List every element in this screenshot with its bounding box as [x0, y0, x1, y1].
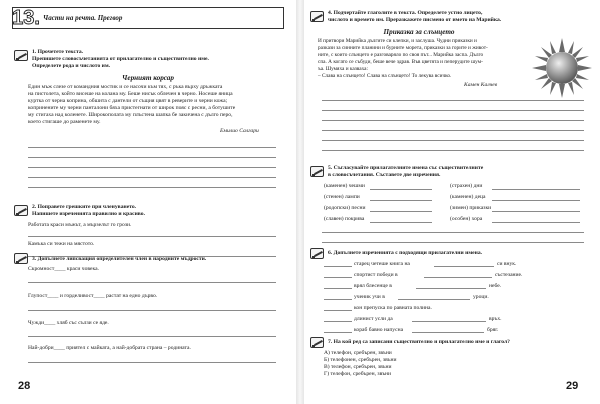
ex1-instr-2: Определете рода и числото им. — [32, 63, 111, 69]
ex1-title: 1. Прочетете текста. — [32, 49, 84, 55]
pencil-icon — [310, 166, 324, 177]
writing-line — [28, 336, 276, 337]
text-line: му стигаха над коленете. Широкополата му плъстена шапка бе закичена с дълго перо, — [28, 112, 233, 118]
text-line: ъа. Шумяха и казваха: — [318, 66, 368, 72]
page-right — [304, 0, 600, 404]
ex6-item-end: бряг. — [487, 327, 499, 333]
text-line: – Слава на слънцето! Слава на слънцето! То лекува всичко. — [318, 73, 452, 79]
pencil-icon — [14, 205, 28, 216]
ex3-sentence-4: Най-добри____ приятел с майката, а най-добрата страна – родината. — [28, 345, 191, 351]
answer-blank — [492, 222, 580, 223]
answer-blank — [370, 189, 432, 190]
ex4-instr: числото и времето им. Преразкажете писмено от името на Марийка. — [328, 17, 502, 23]
ex5-col1-item: (каменен) чешми — [324, 183, 365, 189]
ex5-col2-item: (особен) хора — [450, 216, 483, 222]
ex5-col1-item: (стенен) лампи — [324, 194, 360, 200]
answer-blank — [324, 299, 352, 300]
text-line: на пистолета, който висеше на колана му. Беше нисък облечен в черно. Носеше яница — [28, 91, 233, 97]
ex3-sentence-3: Чужди____ хляб със сълзи се яде. — [28, 320, 109, 326]
ex6-item: кон препуска по равната полина. — [354, 305, 432, 311]
writing-line — [28, 167, 276, 168]
answer-blank — [324, 321, 352, 322]
ex6-item-end: състезание. — [495, 272, 523, 278]
answer-blank — [370, 211, 432, 212]
pencil-icon — [14, 253, 28, 264]
writing-line — [322, 150, 584, 151]
ex6-item-end: връх. — [489, 316, 502, 322]
text-line: което стигаше до раменете му. — [28, 119, 101, 125]
ex7-option-d: Г) телефон, сребърен, звъни — [324, 371, 391, 377]
writing-line — [322, 100, 584, 101]
writing-line — [28, 310, 276, 311]
writing-line — [322, 110, 584, 111]
ex2-sentence-1: Работата краси мъжът, а мързелът го грози. — [28, 222, 132, 228]
ex1-instr-1: Препишете словосъчетанията от прилагателно и съществително име. — [32, 56, 209, 62]
ex2-title: 2. Поправете грешките при членуването. — [32, 204, 137, 210]
ex6-item-end: си внук. — [497, 261, 517, 267]
page-left — [0, 0, 296, 404]
ex5-col2-item: (каменен) деца — [450, 194, 486, 200]
answer-blank — [370, 222, 432, 223]
text-line: разкази за синните планини и бурните морета, приказки за горите и живот- — [318, 45, 488, 51]
answer-blank — [324, 288, 352, 289]
ex6-item: кораб бавно напусна — [354, 327, 404, 333]
answer-blank — [324, 266, 352, 267]
writing-line — [28, 362, 276, 363]
ex6-item: спортист победи в — [354, 272, 398, 278]
pencil-icon — [310, 248, 324, 259]
pencil-icon — [310, 337, 324, 348]
writing-line — [322, 120, 584, 121]
ex6-title: 6. Допълнете изреченията с подходящи прилагателни имена. — [328, 250, 483, 256]
text-line: куртка от черна коприна, обшита с дантели от същия цвят в реверите и черни кожа; — [28, 98, 228, 104]
book-gutter — [296, 0, 304, 404]
answer-blank — [324, 310, 352, 311]
writing-line — [28, 236, 276, 237]
answer-blank — [434, 266, 494, 267]
ex6-item: длинист усли да — [354, 316, 393, 322]
text-line: спа. А когато се събуди, беше вече здрав. Във цветята и пеперудите шум- — [318, 59, 483, 65]
ex1-text-title: Черният корсар — [122, 74, 174, 82]
ex3-sentence-2: Глупост____ и горделивост____ растат на едно дърво. — [28, 293, 158, 299]
answer-blank — [370, 200, 432, 201]
pencil-icon — [14, 50, 28, 61]
ex4-title: 4. Подчертайте глаголите в текста. Определете устно лицето, — [328, 10, 483, 16]
ex7-option-c: В) телефон, сребърен, звъни — [324, 364, 392, 370]
ex7-option-b: Б) телефонен, сребърен, звъни — [324, 357, 397, 363]
ex6-item-end: небе. — [489, 283, 502, 289]
page-number-right: 29 — [566, 380, 579, 392]
ex6-item: старец четеше книга на — [354, 261, 410, 267]
answer-blank — [324, 332, 352, 333]
chapter-title: Части на речта. Прегвор — [43, 14, 123, 22]
answer-blank — [398, 299, 470, 300]
ex5-col1-item: (родопски) песни — [324, 205, 366, 211]
answer-blank — [492, 200, 580, 201]
chapter-banner — [12, 7, 284, 29]
ex2-instr: Напишете изреченията правилно и красиво. — [32, 211, 145, 217]
writing-line — [322, 130, 584, 131]
ex1-author: Емилио Салгари — [220, 128, 259, 134]
ex3-title: 3. Допълнете липсващия определителен член в народните мъдрости. — [32, 256, 207, 262]
answer-blank — [424, 277, 492, 278]
ex5-col2-item: (страхен) дни — [450, 183, 483, 189]
ex3-sentence-1: Скромност____ краси човека. — [28, 266, 100, 272]
ex4-text-title: Приказка за слънцето — [383, 28, 455, 36]
writing-line — [28, 147, 276, 148]
ex5-col1-item: (славен) покрива — [324, 216, 365, 222]
ex2-sentence-2: Камъка си тежи на мястото. — [28, 241, 95, 247]
writing-line — [322, 140, 584, 141]
ex7-option-a: А) телефон, сребърен, звъни — [324, 350, 392, 356]
writing-line — [28, 177, 276, 178]
writing-line — [28, 157, 276, 158]
writing-line — [322, 242, 584, 243]
pencil-icon — [310, 11, 324, 22]
ex6-item: врял блесенце в — [354, 283, 392, 289]
answer-blank — [412, 332, 484, 333]
answer-blank — [492, 211, 580, 212]
ex5-instr: в словосъчетания. Съставете две изречения. — [328, 172, 441, 178]
text-line: ните, с които слънцето е разговаряло по своя път... Марийка заспа. Дълго — [318, 52, 484, 58]
writing-line — [28, 282, 276, 283]
text-line: Един мъж слезе от командния мостик и се насочи към тях, с ръка върху дръжката — [28, 84, 223, 90]
chapter-number: 13. — [12, 7, 40, 29]
sun-illustration — [532, 38, 592, 98]
ex6-item: ученик учи в — [354, 294, 385, 300]
answer-blank — [412, 321, 486, 322]
ex5-title: 5. Съгласувайте прилагателните имена със съществителните — [328, 165, 484, 171]
answer-blank — [416, 288, 486, 289]
writing-line — [28, 187, 276, 188]
answer-blank — [324, 277, 352, 278]
writing-line — [322, 232, 584, 233]
answer-blank — [492, 189, 580, 190]
page-number-left: 28 — [18, 380, 31, 392]
ex7-title: 7. На кой ред са записани съществително и прилагателно име и глагол? — [328, 339, 510, 345]
text-line: И притвори Марийка дългите си клепки, и заслуша. Чудни приказки и — [318, 38, 477, 44]
ex5-col2-item: (зимен) приказки — [450, 205, 492, 211]
text-line: копринените му черни панталони бяха пристегнати от широк пояс с ресни, а ботушите — [28, 105, 236, 111]
ex6-item-end: уроци. — [473, 294, 489, 300]
ex4-author: Камен Калчев — [464, 82, 498, 88]
